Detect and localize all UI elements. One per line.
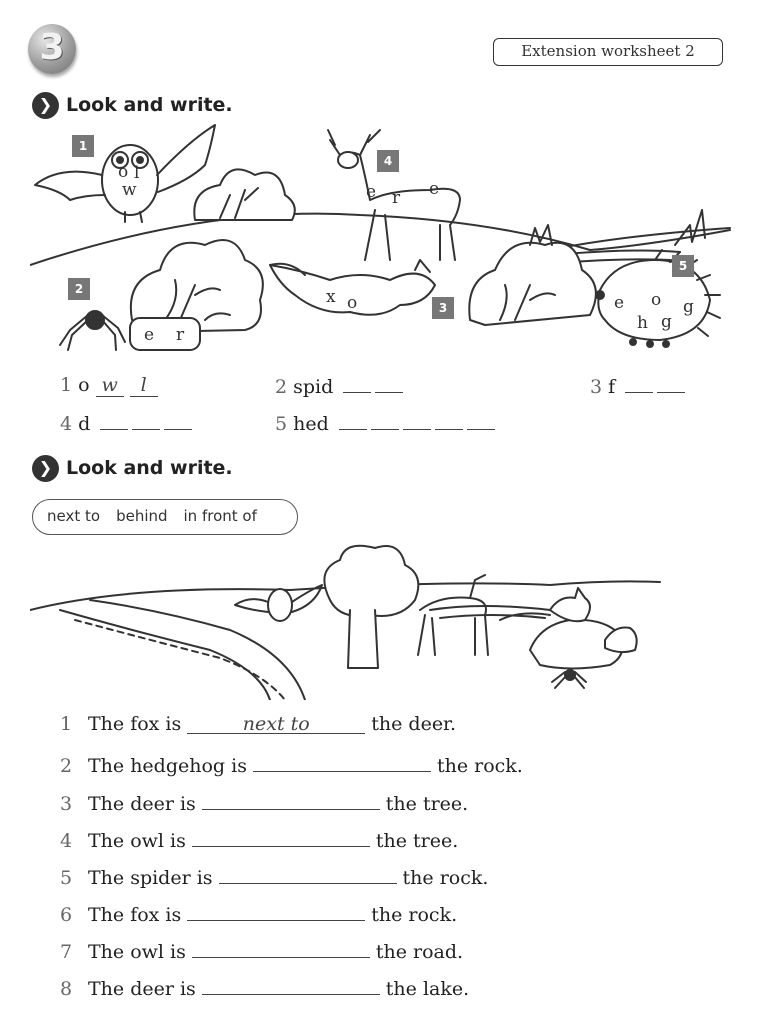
sentence-start: The hedgehog is (88, 755, 247, 777)
ex1-item-3 (590, 374, 685, 398)
answer-blank[interactable] (375, 374, 403, 393)
answer-blank[interactable]: w (96, 374, 124, 397)
sentence-end: the rock. (371, 904, 458, 926)
section1-heading-text: Look and write. (66, 94, 233, 116)
sentence-number: 1 (60, 713, 73, 735)
sentence-end: the lake. (385, 978, 470, 1000)
item-number: 4 (60, 413, 73, 435)
answer-line[interactable] (202, 974, 380, 995)
spider (565, 670, 575, 680)
sentence-8 (60, 974, 469, 1000)
spider-letter: e (144, 325, 155, 345)
hill-line (30, 214, 730, 265)
answer-blank[interactable]: l (130, 374, 158, 397)
bush-right (469, 243, 596, 325)
sentence-number: 8 (60, 978, 73, 1000)
hedgehog-letter: e (614, 293, 625, 313)
unit-badge (28, 24, 76, 74)
answer-blank[interactable] (339, 411, 367, 430)
hedgehog-letter: g (683, 297, 694, 317)
arrow-icon: ❯ (32, 455, 59, 482)
item-prefix: d (78, 413, 91, 435)
owl-letter: l (134, 163, 140, 183)
sentence-number: 7 (60, 941, 73, 963)
tag-1: 1 (72, 135, 94, 157)
item-number: 2 (275, 376, 288, 398)
word-option: behind (116, 507, 168, 525)
tag-3: 3 (432, 297, 454, 319)
sentence-start: The deer is (88, 978, 196, 1000)
owl-letter: o (118, 162, 129, 182)
ex1-item-1 (60, 374, 158, 397)
item-number: 3 (590, 376, 603, 398)
answer-text: next to (242, 713, 310, 735)
answer-blank[interactable] (625, 374, 653, 393)
item-number: 1 (60, 374, 73, 396)
item-prefix: o (78, 374, 90, 396)
sentence-number: 2 (60, 755, 73, 777)
section1-heading (32, 92, 233, 119)
hedgehog-letter: g (661, 312, 672, 332)
tree-crown (324, 546, 418, 616)
answer-blank[interactable] (657, 374, 685, 393)
sentence-5 (60, 863, 488, 889)
sentence-7 (60, 937, 463, 963)
unit-number: 3 (39, 27, 65, 68)
sentence-3 (60, 789, 468, 815)
deer-letter: e (366, 182, 377, 202)
answer-blank[interactable] (164, 411, 192, 430)
sentence-1 (60, 713, 456, 735)
sentence-start: The spider is (88, 867, 213, 889)
spider-letter: r (176, 325, 185, 345)
answer-line[interactable] (219, 863, 397, 884)
sentence-end: the deer. (371, 713, 457, 735)
arrow-icon: ❯ (32, 92, 59, 119)
answer-blank[interactable] (371, 411, 399, 430)
hedgehog-letter: h (637, 313, 648, 333)
sentence-start: The owl is (88, 830, 186, 852)
answer-blank[interactable] (467, 411, 495, 430)
fox (550, 588, 590, 621)
sentence-number: 4 (60, 830, 73, 852)
ex1-item-4 (60, 411, 192, 435)
section2-heading-text: Look and write. (66, 457, 233, 479)
tree-trunk (348, 610, 378, 668)
positions-scene-illustration (30, 540, 670, 700)
sentence-end: the rock. (436, 755, 523, 777)
sentence-start: The fox is (88, 904, 182, 926)
answer-blank[interactable] (100, 411, 128, 430)
item-prefix: f (608, 376, 616, 398)
owl (268, 589, 292, 621)
deer-letter: e (429, 179, 440, 199)
fox-letter: x (326, 287, 336, 307)
sentence-4 (60, 826, 458, 852)
answer-blank[interactable] (132, 411, 160, 430)
item-prefix: spid (293, 376, 334, 398)
answer-blank[interactable] (403, 411, 431, 430)
sentence-end: the road. (375, 941, 464, 963)
answer-blank[interactable] (435, 411, 463, 430)
item-number: 5 (275, 413, 288, 435)
spider-letter-box (130, 318, 200, 350)
answer-line[interactable] (192, 937, 370, 958)
sentence-number: 5 (60, 867, 73, 889)
answer-line[interactable] (253, 751, 431, 772)
fox-letter: o (347, 293, 358, 313)
sentence-2 (60, 751, 523, 777)
sentence-start: The owl is (88, 941, 186, 963)
sentence-end: the rock. (402, 867, 489, 889)
answer-line[interactable] (192, 826, 370, 847)
section2-heading (32, 455, 233, 482)
sentence-end: the tree. (385, 793, 469, 815)
deer-letter: r (392, 188, 401, 208)
sentence-6 (60, 900, 457, 926)
sentence-number: 3 (60, 793, 73, 815)
item-prefix: hed (293, 413, 329, 435)
hedgehog-letter: o (651, 290, 662, 310)
sentence-start: The fox is (88, 713, 182, 735)
worksheet-label: Extension worksheet 2 (493, 38, 723, 66)
ex1-item-5 (275, 411, 495, 435)
ex1-item-2 (275, 374, 403, 398)
answer-line[interactable] (187, 900, 365, 921)
owl-letter: w (122, 180, 137, 200)
sentence-number: 6 (60, 904, 73, 926)
word-option: next to (47, 507, 101, 525)
sentence-start: The deer is (88, 793, 196, 815)
tag-2: 2 (68, 278, 90, 300)
answer-line[interactable] (187, 713, 365, 734)
answer-blank[interactable] (343, 374, 371, 393)
sentence-end: the tree. (375, 830, 459, 852)
tag-5: 5 (672, 255, 694, 277)
tag-4: 4 (377, 150, 399, 172)
word-option: in front of (183, 507, 257, 525)
word-box (32, 499, 298, 535)
bush-top (194, 169, 294, 220)
answer-line[interactable] (202, 789, 380, 810)
